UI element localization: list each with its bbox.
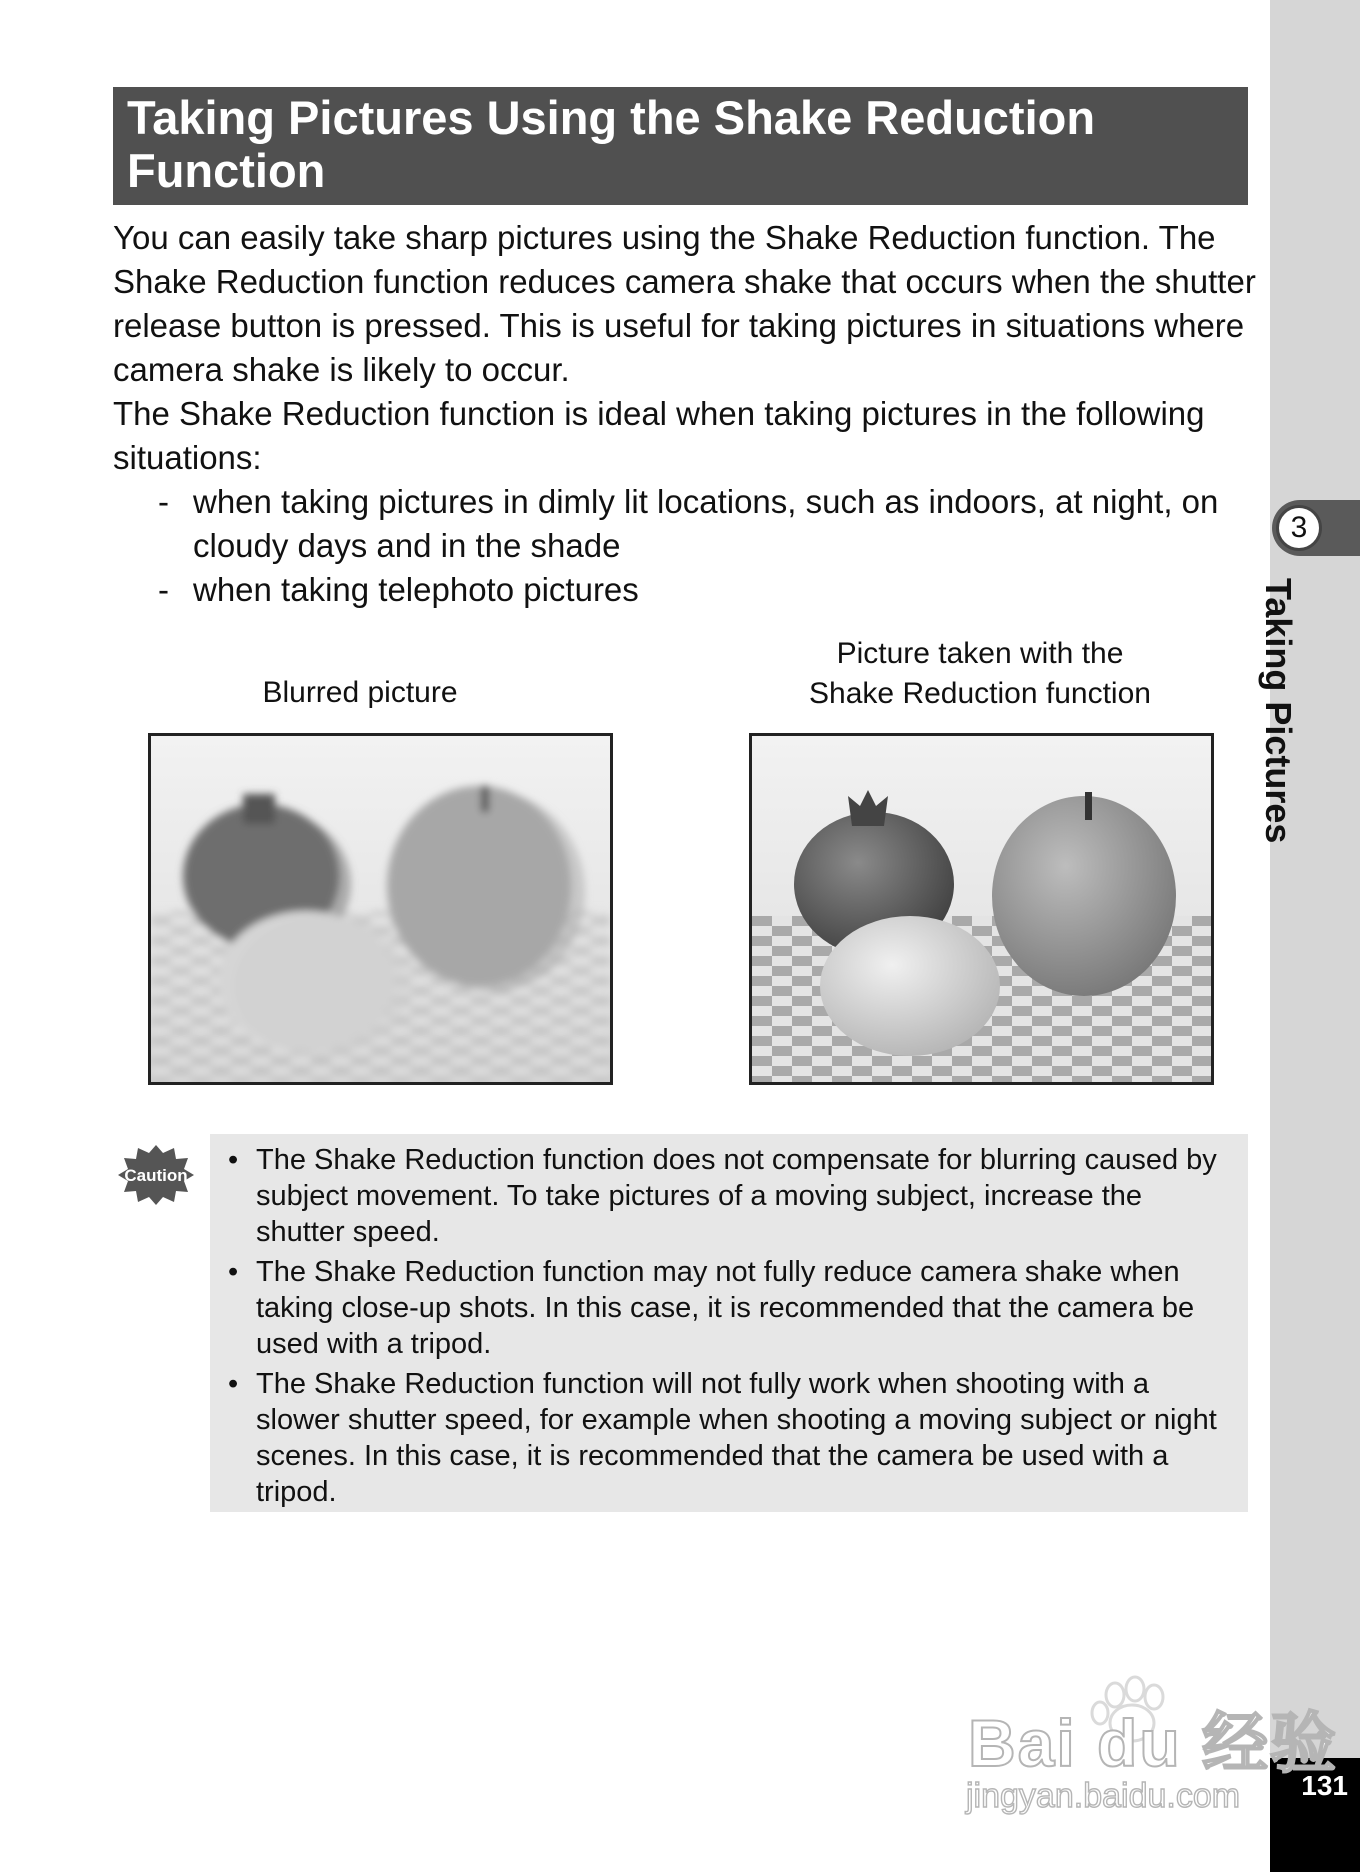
intro-text — [113, 216, 1263, 612]
list-item-text: when taking telephoto pictures — [193, 571, 639, 608]
caution-icon-label: Caution — [124, 1166, 188, 1185]
chapter-number: 3 — [1276, 505, 1322, 551]
bullet-marker: • — [228, 1144, 239, 1176]
bullet-marker: • — [228, 1368, 239, 1400]
caution-item — [226, 1142, 1232, 1250]
blurred-picture-caption: Blurred picture — [262, 676, 458, 709]
baidu-watermark-logo: Bai du 经验 — [968, 1706, 1339, 1780]
caution-icon — [116, 1143, 196, 1207]
caution-box — [210, 1134, 1248, 1512]
thumb-index-column — [1270, 0, 1360, 1872]
situation-list — [113, 480, 1263, 612]
dash-marker: - — [158, 483, 169, 520]
shake-reduction-picture-caption — [740, 634, 1220, 714]
list-item-text: when taking pictures in dimly lit locations, such as indoors, at night, on cloudy days and in the shade — [193, 483, 1219, 564]
bullet-marker: • — [228, 1256, 239, 1288]
baidu-watermark-url: jingyan.baidu.com — [966, 1777, 1241, 1815]
intro-paragraph-2: The Shake Reduction function is ideal when taking pictures in the following situations: — [113, 395, 1205, 476]
caution-item-text: The Shake Reduction function does not compensate for blurring caused by subject movement. To take pictures of a moving subject, increase the shutter speed. — [256, 1144, 1217, 1248]
caption-line-2: Shake Reduction function — [809, 677, 1151, 710]
shake-reduction-fruit-photo — [749, 733, 1214, 1085]
blurred-fruit-photo — [148, 733, 613, 1085]
chapter-title: Taking Pictures — [1258, 578, 1299, 844]
section-title-bar — [113, 87, 1248, 205]
dash-marker: - — [158, 571, 169, 608]
caution-item — [226, 1254, 1232, 1362]
list-item — [113, 568, 1263, 612]
intro-paragraph-1: You can easily take sharp pictures using the Shake Reduction function. The Shake Reduction function reduces camera shake that occurs when the shutter release button is pressed. This is useful for taking pictures in situations where camera shake is likely to occur. — [113, 219, 1256, 388]
caption-line-1: Picture taken with the — [836, 637, 1124, 670]
caution-item-text: The Shake Reduction function will not fully work when shooting with a slower shutter speed, for example when shooting a moving subject or night scenes. In this case, it is recommended that the camera be used with a tripod. — [256, 1368, 1217, 1508]
page-title: Taking Pictures Using the Shake Reduction Function — [127, 91, 1096, 197]
caution-item-text: The Shake Reduction function may not fully reduce camera shake when taking close-up shots. In this case, it is recommended that the camera be used with a tripod. — [256, 1256, 1195, 1360]
page-number: 131 — [1301, 1770, 1348, 1801]
caution-item — [226, 1366, 1232, 1510]
caution-list — [210, 1134, 1248, 1510]
list-item — [113, 480, 1263, 568]
